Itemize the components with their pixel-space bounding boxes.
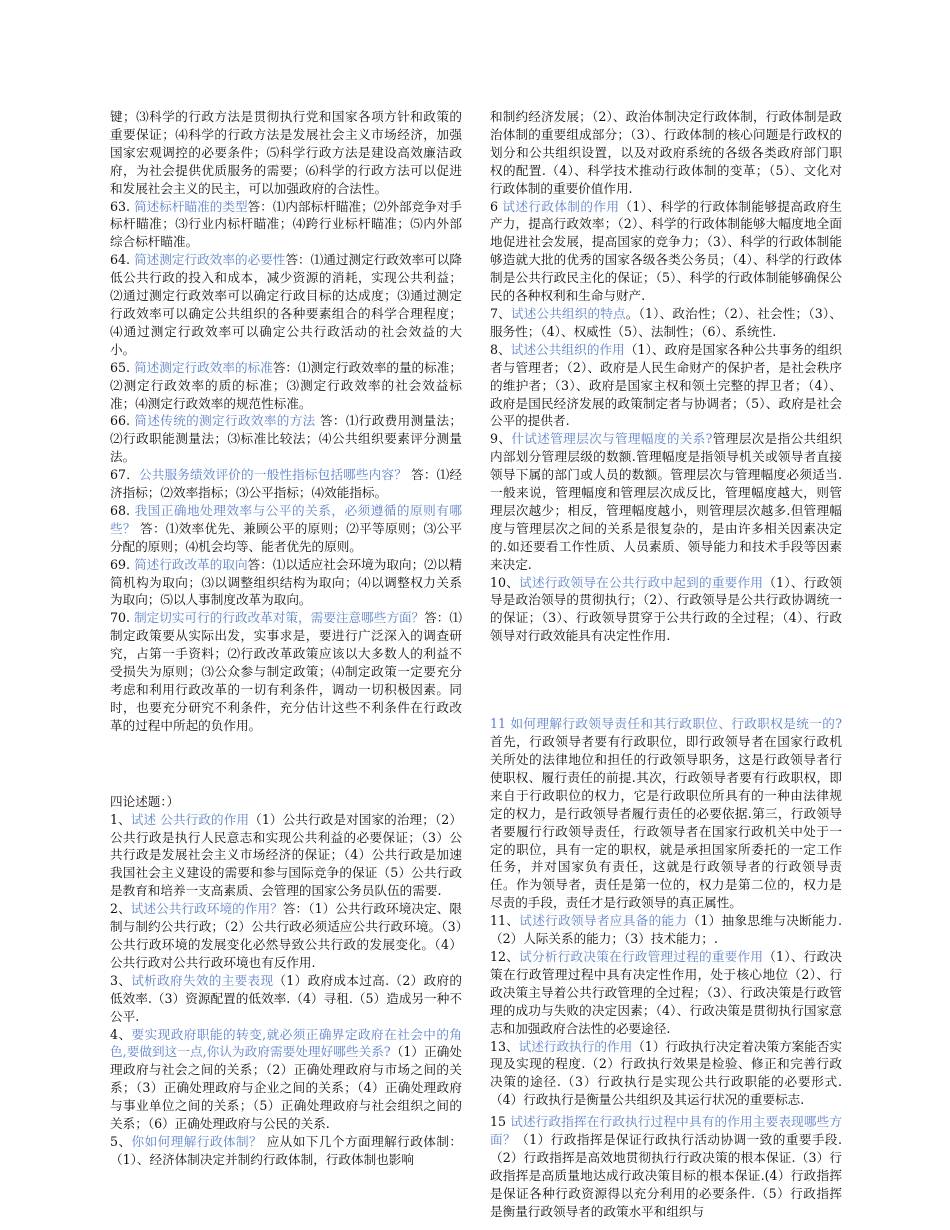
item-number: 4、: [110, 1026, 132, 1042]
answer-text: 答：（1）公共行政环境决定、限制与制约公共行政；（2）公共行政必须适应公共行政环境。（3）公共行政环境的发展变化必然导致公共行政的发展变化。（4）公共行政对公共行政环境也有反作用.: [110, 901, 463, 970]
list-item: [110, 359, 462, 413]
question-title: 试述公共组织的特点: [510, 305, 626, 321]
answer-text: 答：⑴内部标杆瞄准；⑵外部竞争对手标杆瞄准；⑶行业内标杆瞄准；⑷跨行业标杆瞄准；⑸内外部综合标杆瞄准。: [110, 198, 463, 250]
list-item: [110, 900, 462, 972]
answer-text: 答：⑴行政费用测量法；⑵行政职能测量法；⑶标准比较法；⑷公共组织要素评分测量法。: [110, 413, 462, 465]
question-title: 公共服务绩效评价的一般性指标包括哪些内容？: [138, 467, 407, 483]
answer-text: 首先，行政领导者要有行政职位，即行政领导者在国家行政机关所处的法律地位和担任的行政领导职务，这是行政领导者行使职权、履行责任的前提.其次，行政领导者要有行政职权，即来自于行政职位的权力，它是行政职位所具有的一种由法律规定的权力，是行政领导者履行责任的必要依据.第三，行政领导者要履行行政领导责任，行政领导者在国家行政机关中处于一定的职位，具有一定的职权，就是承担国家所委托的一定工作任务，并对国家负有责任，这就是行政领导者的行政领导责任。作为领导者，责任是第一位的，权力是第二位的，权力是尽责的手段，责任才是行政领导的真正属性。: [490, 734, 842, 911]
answer-text: （1）、行政领导是政治领导的贯彻执行；（2）、行政领导是公共行政协调统一的保证；（3）、行政领导贯穿于公共行政的全过程；（4）、行政领导对行政效能具有决定性作用.: [490, 574, 842, 644]
item-number: 68.: [110, 502, 135, 518]
answer-text: 答：⑴效率优先、兼顾公平的原则；⑵平等原则；⑶公平分配的原则；⑷机会均等、能者优先的原则。: [110, 520, 462, 554]
answer-text: （1）、行政决策在行政管理过程中具有决定性作用，处于核心地位（2）、行政决策主导着公共行政管理的全过程；（3）、行政决策是行政管理的成功与失败的决定因素；（4）、行政决策是贯彻执行国家意志和加强政府合法性的必要途径.: [490, 948, 842, 1036]
item-number: 5、: [110, 1133, 132, 1149]
question-title: 试述 公共行政的作用: [130, 811, 250, 827]
section-title: 四论述题：）: [110, 793, 180, 809]
list-item: [110, 609, 462, 734]
list-item: [110, 412, 462, 466]
right-list-items-11-15: [490, 715, 842, 1220]
item-number: 65.: [110, 359, 135, 375]
item-number: 3、: [110, 972, 132, 988]
list-item: [490, 715, 842, 912]
answer-text: （1）行政指挥是保证行政执行活动协调一致的重要手段.（2）行政指挥是高效地贯彻执行行政决策的根本保证.（3）行政指挥是高质量地达成行政决策目标的根本保证.(4）行政指挥是保证各种行政资源得以充分利用的必要条件.（5）行政指挥是衡量行政领导者的政策水平和组织与: [490, 1132, 842, 1219]
item-number: 66.: [110, 413, 135, 429]
list-item: [490, 574, 842, 646]
question-title: 试述公共行政环境的作用？: [130, 901, 283, 917]
question-title: 试述行政体制的作用: [502, 198, 620, 214]
list-item: [110, 251, 462, 358]
item-number: 69.: [110, 556, 135, 572]
right-column: [490, 108, 842, 1221]
list-item: [110, 1133, 462, 1169]
right-intro-paragraph: 和制约经济发展；（2）、政治体制决定行政体制，行政体制是政治体制的重要组成部分；（3）、行政体制的核心问题是行政权的划分和公共组织设置，以及对政府系统的各级各类政府部门职权的配置.（4）、科学技术推动行政体制的变革；（5）、文化对行政体制的重要价值作用.: [490, 109, 842, 196]
list-item: [110, 972, 462, 1026]
list-item: [490, 1038, 842, 1110]
item-number: 11: [490, 716, 511, 732]
left-column: [110, 108, 462, 1169]
left-intro-paragraph: 键；⑶科学的行政方法是贯彻执行党和国家各项方针和政策的重要保证；⑷科学的行政方法是发展社会主义市场经济，加强国家宏观调控的必要条件；⑸科学行政方法是建设高效廉洁政府，为社会提供优质服务的需要；⑹科学的行政方法可以促进和发展社会主义的民主，可以加强政府的合法性。: [110, 109, 462, 196]
question-title: 试述行政领导在公共行政中起到的重要作用: [519, 574, 764, 590]
question-title: 简述行政改革的取向: [134, 556, 248, 572]
list-item: [490, 198, 842, 305]
item-number: 15: [490, 1114, 511, 1130]
item-number: 10、: [490, 574, 520, 590]
list-item: [490, 305, 842, 341]
list-item: [490, 948, 842, 1038]
answer-text: 答：⑴测定行政效率的量的标准；⑵测定行政效率的质的标准；⑶测定行政效率的社会效益标准；⑷测定行政效率的规范性标准。: [110, 359, 462, 411]
answer-text: 。（1）、政治性；（2）、社会性；（3）、服务性；（4）、权威性（5）、法制性；（6）、系统性.: [490, 305, 842, 339]
right-list-items-6-10: [490, 198, 842, 646]
item-number: 6: [490, 198, 503, 214]
question-title: 试析政府失效的主要表现: [131, 972, 274, 988]
list-item: [110, 198, 462, 252]
answer-text: （1）抽象思维与决断能力.（2）人际关系的能力；（3）技术能力；.: [490, 913, 842, 947]
item-number: 12、: [490, 948, 520, 964]
item-number: 2、: [110, 901, 131, 917]
list-item: [110, 466, 462, 502]
question-title: 试述公共组织的作用: [510, 341, 625, 357]
item-number: 9、: [490, 431, 512, 447]
question-title: 如何理解行政领导责任和其行政职位、行政职权是统一的?: [510, 716, 842, 732]
answer-text: 答：⑴通过测定行政效率可以降低公共行政的投入和成本，减少资源的消耗，实现公共利益；⑵通过测定行政效率可以确定行政目标的达成度；⑶通过测定行政效率可以确定公共组织的各种要素组合的科学合理程度；⑷通过测定行政效率可以确定公共行政活动的社会效益的大小。: [110, 252, 463, 357]
question-title: 简述标杆瞄准的类型: [134, 198, 248, 214]
item-number: 11、: [490, 913, 520, 929]
question-title: 试述行政指挥在行政执行过程中具有的作用主要表现哪些方面？: [490, 1114, 842, 1148]
left-essay-items: [110, 811, 462, 1169]
answer-text: （1）、政府是国家各种公共事务的组织者与管理者；（2）、政府是人民生命财产的保护者，是社会秩序的维护者；（3）、政府是国家主权和领土完整的捍卫者；（4）、政府是国民经济发展的政策制定者与协调者；（5）、政府是社会公平的提供者.: [490, 341, 843, 429]
answer-text: （1）正确处理政府与社会之间的关系；（2）正确处理政府与市场之间的关系；（3）正确处理政府与企业之间的关系；（4）正确处理政府与事业单位之间的关系；（5）正确处理政府与社会组织之间的关系；（6）正确处理政府与公民的关系.: [110, 1044, 462, 1132]
question-title: 简述测定行政效率的标准: [134, 359, 273, 375]
answer-text: 答：⑴经济指标；⑵效率指标；⑶公平指标；⑷效能指标。: [110, 467, 463, 501]
question-title: 制定切实可行的行政改革对策，需要注意哪些方面？: [134, 610, 425, 626]
blank-space: [110, 735, 462, 793]
item-number: 7、: [490, 305, 511, 321]
answer-text: （1）行政执行决定着决策方案能否实现及实现的程度.（2）行政执行效果是检验、修正和完善行政决策的途径.（3）行政执行是实现公共行政职能的必要形式.（4）行政执行是衡量公共组织及其运行状况的重要标志.: [490, 1038, 843, 1108]
list-item: [490, 341, 842, 431]
left-list-items-63-70: [110, 198, 462, 735]
item-number: 67．: [110, 467, 139, 483]
answer-text: 应从如下几个方面理解行政体制：（1）、经济体制决定并制约行政体制，行政体制也影响: [110, 1133, 463, 1167]
list-item: [490, 912, 842, 948]
item-number: 63.: [110, 198, 135, 214]
question-title: 试分析行政决策在行政管理过程的重要作用: [519, 948, 764, 964]
question-title: 简述测定行政效率的必要性: [134, 252, 286, 268]
question-title: 要实现政府职能的转变,就必须正确界定政府在社会中的角色,要做到这一点,你认为政府需要处理好哪些关系?: [110, 1026, 462, 1060]
question-title: 简述传统的测定行政效率的方法: [134, 413, 316, 429]
item-number: 13、: [490, 1038, 519, 1054]
question-title: 试述行政执行的作用: [518, 1038, 633, 1054]
list-item: [490, 430, 842, 573]
list-item: [110, 502, 462, 556]
item-number: 1、: [110, 811, 131, 827]
answer-text: （1）、科学的行政体制能够提高政府生产力，提高行政效率；（2）、科学的行政体制能够大幅度地全面地促进社会发展，提高国家的竞争力；（3）、科学的行政体制能够造就大批的优秀的国家各级各类公务员；（4）、科学的行政体制是公共行政民主化的保证；（5）、科学的行政体制能够确保公民的各种权利和生命与财产.: [490, 198, 842, 304]
question-title: 什试述管理层次与管理幅度的关系?: [511, 431, 713, 447]
question-title: 我国正确地处理效率与公平的关系，必须遵循的原则有哪些？: [110, 502, 462, 536]
item-number: 70.: [110, 610, 135, 626]
question-title: 试述行政领导者应具备的能力: [519, 913, 688, 929]
list-item: [110, 1026, 462, 1133]
answer-text: 答：⑴以适应社会环境为取向；⑵以精简机构为取向；⑶以调整组织结构为取向；⑷以调整权力关系为取向；⑸以人事制度改革为取向。: [110, 556, 463, 608]
answer-text: （1）公共行政是对国家的治理；（2）公共行政是执行人民意志和实现公共利益的必要保证；（3）公共行政是发展社会主义市场经济的保证；（4）公共行政是加速我国社会主义建设的需要和参与国际竞争的保证（5）公共行政是教育和培养一支高素质、会管理的国家公务员队伍的需要.: [110, 811, 462, 899]
question-title: 你如何理解行政体制？: [131, 1133, 263, 1149]
item-number: 64.: [110, 252, 135, 268]
answer-text: 答：⑴制定政策要从实际出发，实事求是，要进行广泛深入的调查研究，占第一手资料；⑵行政改革政策应该以大多数人的利益不受损失为原则；⑶公众参与制定政策；⑷制定政策一定要充分考虑和利用行政改革的一切有利条件，调动一切积极因素。同时，也要充分研究不利条件，充分估计这些不利条件在行政改革的过程中所起的负作用。: [110, 610, 463, 733]
item-number: 8、: [490, 341, 511, 357]
answer-text: （1）政府成本过高.（2）政府的低效率.（3）资源配置的低效率.（4）寻租.（5）造成另一种不公平.: [110, 972, 463, 1024]
list-item: [110, 811, 462, 901]
answer-text: 管理层次是指公共组织内部划分管理层级的数额.管理幅度是指领导机关或领导者直接领导下属的部门或人员的数额。管理层次与管理幅度必须适当.一般来说，管理幅度和管理层次成反比，管理幅度越大，则管理层次越少；相反，管理幅度越小，则管理层次越多.但管理幅度与管理层次之间的关系是很复杂的，是由许多相关因素决定的.如还要看工作性质、人员素质、领导能力和技术手段等因素来决定.: [490, 431, 842, 572]
blank-space: [490, 645, 842, 715]
list-item: [490, 1113, 842, 1220]
list-item: [110, 556, 462, 610]
